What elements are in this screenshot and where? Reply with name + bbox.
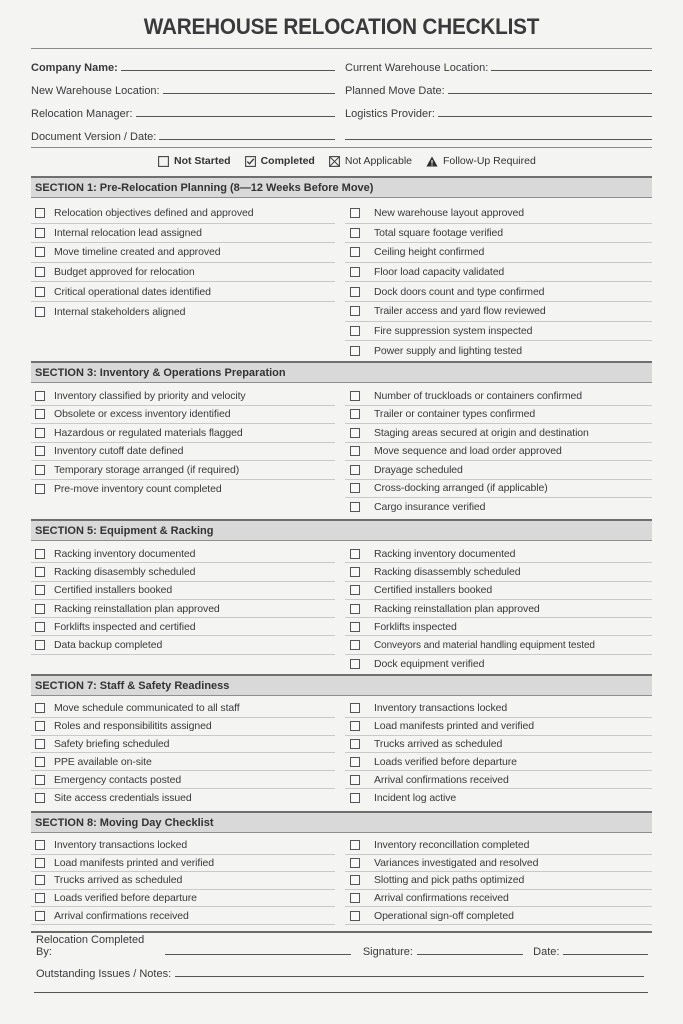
checkbox[interactable] [350,622,360,632]
date-label: Date: [533,946,560,958]
checklist-item[interactable]: Slotting and pick paths optimized [345,872,652,890]
checklist-item[interactable]: Inventory cutoff date defined [31,443,335,462]
company-name-field[interactable] [31,56,335,74]
checklist-item[interactable]: Total square footage verified [345,224,652,244]
legend-label: Follow-Up Required [443,155,536,167]
checkbox[interactable] [35,484,45,494]
relocation-manager-label: Relocation Manager: [31,108,133,120]
section-5-header: SECTION 5: Equipment & Racking [31,519,652,541]
relocation-manager-input-line[interactable] [136,116,335,117]
checkbox[interactable] [350,567,360,577]
checklist-item[interactable]: Load manifests printed and verified [31,855,335,873]
checklist-item[interactable]: Certified installers booked [345,582,652,600]
checkbox[interactable] [35,840,45,850]
checkbox[interactable] [350,287,360,297]
checkbox[interactable] [350,247,360,257]
checkbox[interactable] [350,739,360,749]
planned-move-date-input-line[interactable] [448,93,652,94]
checklist-item[interactable]: Staging areas secured at origin and destination [345,424,652,443]
document-version-label: Document Version / Date: [31,131,157,143]
checklist-item[interactable]: Budget approved for relocation [31,263,335,283]
checklist-item[interactable]: Forklifts inspected [345,618,652,636]
section-3-left-column [31,387,335,498]
checklist-item[interactable]: Internal relocation lead assigned [31,224,335,244]
checklist-item[interactable]: Racking reinstallation plan approved [345,600,652,618]
checklist-item[interactable]: Inventory classified by priority and velocity [31,387,335,406]
checklist-item[interactable]: Move timeline created and approved [31,243,335,263]
checkbox[interactable] [350,757,360,767]
checkbox[interactable] [35,640,45,650]
signoff-row [36,934,652,958]
checklist-item[interactable]: Fire suppression system inspected [345,322,652,342]
planned-move-date-label: Planned Move Date: [345,85,445,97]
checkbox[interactable] [35,446,45,456]
checklist-item[interactable]: Loads verified before departure [345,753,652,771]
checkbox[interactable] [35,721,45,731]
checklist-item[interactable]: Safety briefing scheduled [31,736,335,754]
company-name-label: Company Name: [31,62,118,74]
checkbox[interactable] [35,567,45,577]
checkbox[interactable] [350,721,360,731]
checklist-item[interactable]: Variances investigated and resolved [345,855,652,873]
notes-input-line-2[interactable] [34,992,648,993]
notes-row [36,964,648,980]
section-5-left-column [31,545,335,655]
checkbox[interactable] [350,840,360,850]
checkbox[interactable] [35,622,45,632]
current-warehouse-location-field[interactable] [345,56,652,74]
checklist-item[interactable]: Arrival confirmations received [345,771,652,789]
planned-move-date-field[interactable] [345,79,652,97]
checkbox[interactable] [35,465,45,475]
section-8-right-column [345,837,652,925]
section-1-left-column [31,204,335,322]
section-5-right-column [345,545,652,673]
checklist-item[interactable]: Site access credentials issued [31,789,335,807]
checklist-item[interactable]: Data backup completed [31,636,335,654]
checklist-item[interactable]: Floor load capacity validated [345,263,652,283]
checkbox[interactable] [35,267,45,277]
extra-blank-input-line[interactable] [345,139,652,140]
notes-input-line-1[interactable] [175,976,644,977]
checkbox[interactable] [350,428,360,438]
logistics-provider-label: Logistics Provider: [345,108,435,120]
checklist-item[interactable]: Operational sign-off completed [345,907,652,925]
checklist-item[interactable]: Load manifests printed and verified [345,718,652,736]
company-name-input-line[interactable] [121,70,335,71]
checklist-item[interactable]: Dock equipment verified [345,655,652,673]
checkbox[interactable] [35,604,45,614]
checklist-item[interactable]: Arrival confirmations received [345,890,652,908]
checkbox[interactable] [35,208,45,218]
checkbox[interactable] [350,228,360,238]
section-3-header: SECTION 3: Inventory & Operations Preparation [31,361,652,383]
legend-not-applicable [329,155,412,167]
checkbox[interactable] [350,391,360,401]
checkbox[interactable] [350,604,360,614]
section-3-right-column [345,387,652,517]
status-legend [158,153,550,169]
checkbox[interactable] [35,409,45,419]
checkbox[interactable] [35,391,45,401]
checklist-item[interactable]: Racking reinstallation plan approved [31,600,335,618]
checkbox[interactable] [350,326,360,336]
checklist-item[interactable]: Dock doors count and type confirmed [345,282,652,302]
checklist-item[interactable]: Conveyors and material handling equipment tested [345,636,652,654]
checkbox[interactable] [350,446,360,456]
checkbox[interactable] [35,287,45,297]
checkbox[interactable] [35,858,45,868]
checkbox[interactable] [35,893,45,903]
signature-input-line[interactable] [417,954,523,955]
legend-completed [245,155,315,167]
checkbox[interactable] [350,409,360,419]
checklist-item[interactable]: Inventory transactions locked [31,837,335,855]
checkbox[interactable] [35,228,45,238]
new-warehouse-location-field[interactable] [31,79,335,97]
checklist-item[interactable]: Racking disasembly scheduled [31,563,335,581]
checklist-item[interactable]: Power supply and lighting tested [345,341,652,361]
legend-follow-up [426,155,536,167]
checkbox[interactable] [350,911,360,921]
checkbox[interactable] [350,549,360,559]
checklist-item[interactable]: Number of truckloads or containers confirmed [345,387,652,406]
checklist-item[interactable]: Inventory transactions locked [345,700,652,718]
checklist-item[interactable]: Cross-docking arranged (if applicable) [345,480,652,499]
checklist-item[interactable]: Roles and responsibilitits assigned [31,718,335,736]
page-title: WAREHOUSE RELOCATION CHECKLIST [143,14,540,39]
checklist-item[interactable]: Trucks arrived as scheduled [31,872,335,890]
checkbox[interactable] [350,465,360,475]
checkbox[interactable] [350,502,360,512]
checklist-item[interactable]: Racking inventory documented [345,545,652,563]
checklist-item[interactable]: Arrival confirmations received [31,907,335,925]
checklist-item[interactable]: Cargo insurance verified [345,498,652,517]
footer-divider [31,931,652,933]
checklist-item[interactable]: New warehouse layout approved [345,204,652,224]
checklist-item[interactable]: Temporary storage arranged (if required) [31,461,335,480]
document-version-input-line[interactable] [159,139,335,140]
checkbox[interactable] [35,757,45,767]
checklist-item[interactable]: Forklifts inspected and certified [31,618,335,636]
checklist-item[interactable]: Ceiling height confirmed [345,243,652,263]
date-input-line[interactable] [563,954,648,955]
checkbox[interactable] [350,267,360,277]
document-version-field[interactable] [31,125,335,143]
section-8-header: SECTION 8: Moving Day Checklist [31,811,652,833]
title-divider [31,48,652,49]
checkbox[interactable] [350,585,360,595]
checkbox[interactable] [35,549,45,559]
checklist-item[interactable]: Emergency contacts posted [31,771,335,789]
checkbox[interactable] [35,775,45,785]
checkbox[interactable] [35,307,45,317]
checklist-item[interactable]: Drayage scheduled [345,461,652,480]
checklist-item[interactable]: Certified installers booked [31,582,335,600]
checkbox[interactable] [350,640,360,650]
checklist-item[interactable]: Racking disassembly scheduled [345,563,652,581]
checklist-item[interactable]: Inventory reconcillation completed [345,837,652,855]
legend-label: Completed [260,155,315,167]
checkbox[interactable] [35,703,45,713]
checkbox[interactable] [350,875,360,885]
checkbox[interactable] [350,893,360,903]
checklist-item[interactable]: Move sequence and load order approved [345,443,652,462]
checkbox[interactable] [350,346,360,356]
current-warehouse-location-input-line[interactable] [491,70,652,71]
section-7-header: SECTION 7: Staff & Safety Readiness [31,674,652,696]
checkbox[interactable] [35,739,45,749]
checklist-item[interactable]: Critical operational dates identified [31,282,335,302]
checkbox[interactable] [35,428,45,438]
legend-label: Not Applicable [344,155,412,167]
signature-label: Signature: [362,946,413,958]
empty-checkbox-icon [158,156,169,167]
checklist-item[interactable]: Pre-move inventory count completed [31,480,335,499]
checklist-item[interactable]: Racking inventory documented [31,545,335,563]
checkbox[interactable] [350,703,360,713]
checkbox[interactable] [35,247,45,257]
checklist-item[interactable]: Internal stakeholders aligned [31,302,335,322]
checklist-item[interactable]: Move schedule communicated to all staff [31,700,335,718]
logistics-provider-input-line[interactable] [438,116,652,117]
logistics-provider-field[interactable] [345,102,652,120]
checked-checkbox-icon [245,156,256,167]
checkbox[interactable] [350,659,360,669]
section-1-right-column [345,204,652,361]
legend-not-started [158,155,231,167]
checkbox[interactable] [35,585,45,595]
checkbox[interactable] [350,793,360,803]
checkbox[interactable] [350,306,360,316]
info-divider [31,147,652,148]
checklist-item[interactable]: Trucks arrived as scheduled [345,736,652,754]
checkbox[interactable] [350,208,360,218]
checkbox[interactable] [350,483,360,493]
checkbox[interactable] [35,911,45,921]
completed-by-input-line[interactable] [165,954,351,955]
checkbox[interactable] [35,793,45,803]
legend-label: Not Started [174,155,231,167]
section-7-left-column [31,700,335,807]
section-7-right-column [345,700,652,807]
checkbox[interactable] [35,875,45,885]
checklist-item[interactable]: PPE available on-site [31,753,335,771]
checklist-item[interactable]: Hazardous or regulated materials flagged [31,424,335,443]
checklist-item[interactable]: Loads verified before departure [31,890,335,908]
new-warehouse-location-input-line[interactable] [163,93,335,94]
crossed-checkbox-icon [329,156,340,167]
current-warehouse-location-label: Current Warehouse Location: [345,62,489,74]
checkbox[interactable] [350,775,360,785]
section-1-header: SECTION 1: Pre-Relocation Planning (8—12 Weeks Before Move) [31,176,652,198]
notes-label: Outstanding Issues / Notes: [36,968,172,980]
checklist-item[interactable]: Relocation objectives defined and approved [31,204,335,224]
checkbox[interactable] [350,858,360,868]
warning-triangle-icon [426,156,438,167]
section-8-left-column [31,837,335,925]
checklist-item[interactable]: Trailer access and yard flow reviewed [345,302,652,322]
new-warehouse-location-label: New Warehouse Location: [31,85,160,97]
checklist-item[interactable]: Trailer or container types confirmed [345,406,652,425]
completed-by-label: Relocation Completed By: [36,934,145,958]
extra-blank-field[interactable] [345,125,652,143]
checklist-item[interactable]: Obsolete or excess inventory identified [31,406,335,425]
checklist-item[interactable]: Incident log active [345,789,652,807]
relocation-manager-field[interactable] [31,102,335,120]
